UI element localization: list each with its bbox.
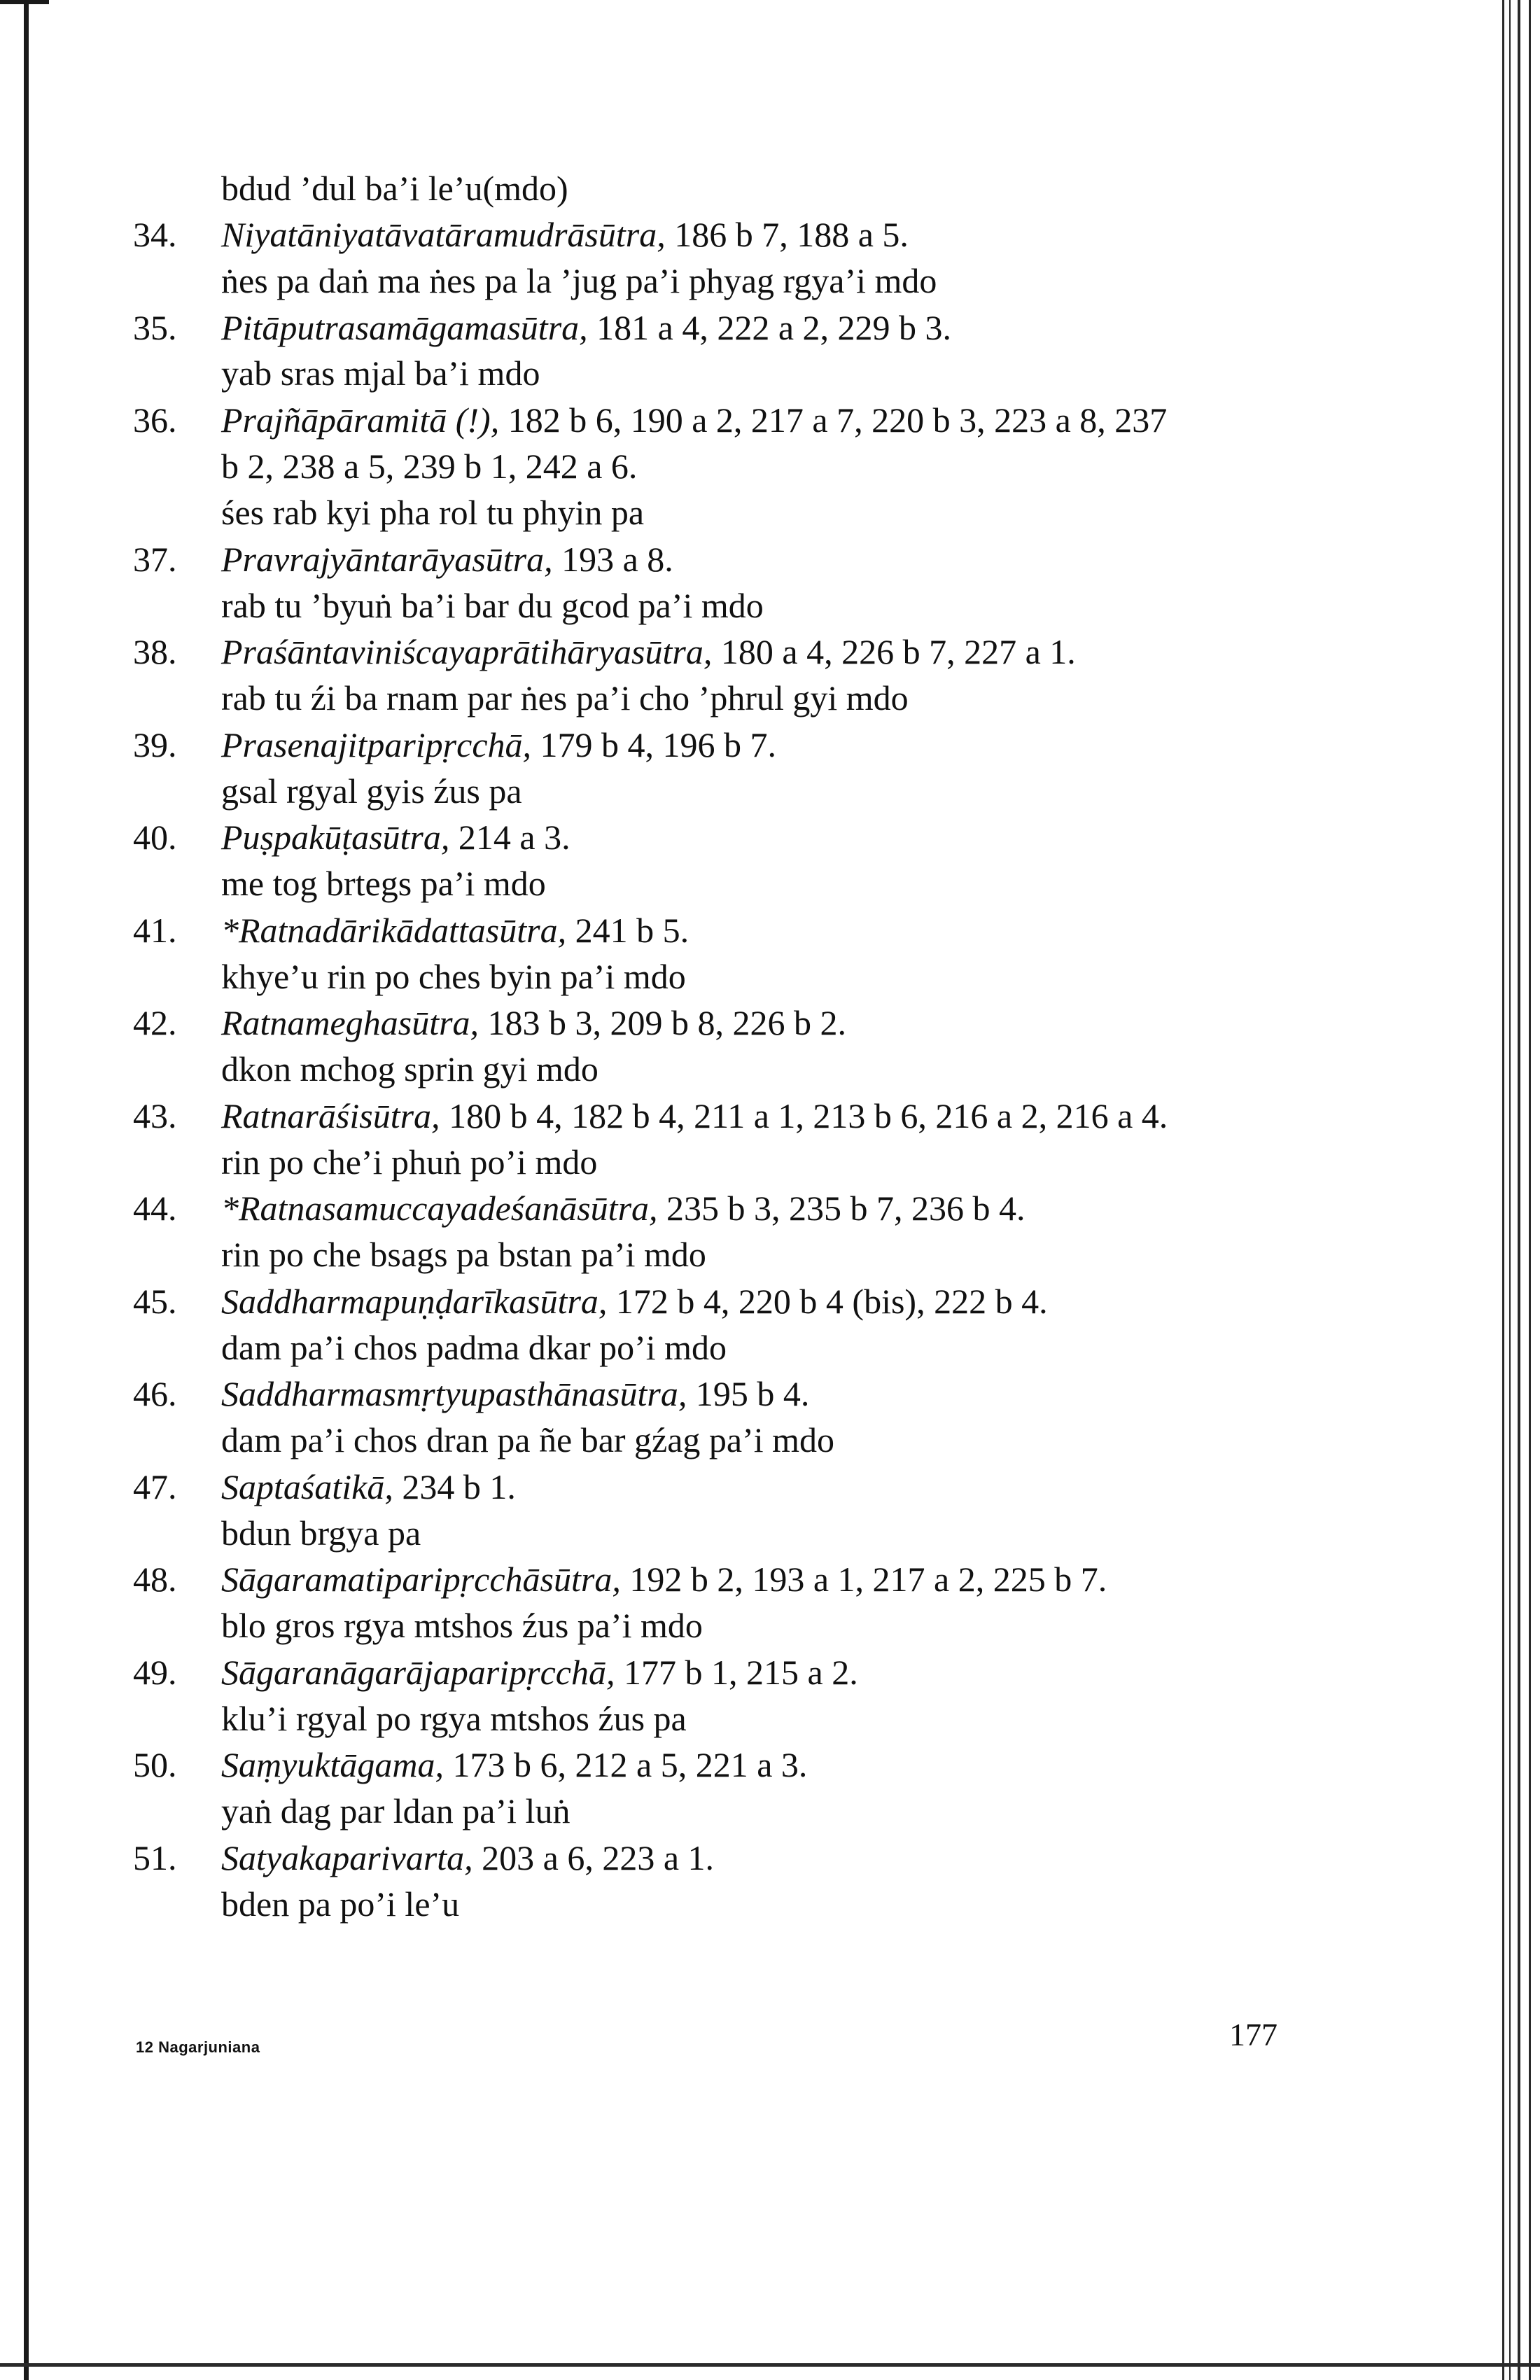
sanskrit-title: Saṃyuktāgama, bbox=[221, 1745, 444, 1784]
entry-36-tibetan-title: śes rab kyi pha rol tu phyin pa bbox=[221, 493, 645, 532]
entry-47-tibetan-title: bdun brgya pa bbox=[221, 1513, 421, 1553]
sanskrit-title: Satyakaparivarta, bbox=[221, 1838, 473, 1877]
entry-reference bbox=[221, 1191, 1026, 1226]
entry-number: 43. bbox=[133, 1096, 177, 1135]
entry-number: 36. bbox=[133, 400, 177, 440]
folio-references: 173 b 6, 212 a 5, 221 a 3. bbox=[444, 1745, 808, 1784]
sanskrit-title: Saddharmasmṛtyupasthānasūtra, bbox=[221, 1374, 687, 1413]
folio-references: 192 b 2, 193 a 1, 217 a 2, 225 b 7. bbox=[620, 1560, 1107, 1599]
folio-references: 234 b 1. bbox=[393, 1467, 516, 1506]
entry-number: 41. bbox=[133, 911, 177, 950]
folio-references: 172 b 4, 220 b 4 (bis), 222 b 4. bbox=[607, 1282, 1048, 1321]
entry-reference bbox=[221, 402, 1167, 438]
sanskrit-title: Pitāputrasamāgamasūtra, bbox=[221, 308, 588, 347]
sanskrit-title: Pravrajyāntarāyasūtra, bbox=[221, 540, 553, 579]
entry-44-tibetan-title: rin po che bsags pa bstan pa’i mdo bbox=[221, 1235, 706, 1274]
entry-number: 35. bbox=[133, 308, 177, 347]
entry-49-tibetan-title: klu’i rgyal po rgya mtshos źus pa bbox=[221, 1699, 687, 1738]
entry-reference bbox=[221, 542, 673, 577]
entry-number: 39. bbox=[133, 725, 177, 764]
sanskrit-title: *Ratnasamuccayadeśanāsūtra, bbox=[221, 1189, 658, 1228]
folio-references: 179 b 4, 196 b 7. bbox=[531, 725, 777, 764]
entry-51-tibetan-title: bden pa po’i le’u bbox=[221, 1884, 460, 1924]
sanskrit-title: Prasenajitparipṛcchā, bbox=[221, 725, 532, 764]
entry-number: 38. bbox=[133, 632, 177, 671]
sanskrit-title: Ratnameghasūtra, bbox=[221, 1003, 479, 1042]
entry-number: 34. bbox=[133, 215, 177, 254]
sanskrit-title: Ratnarāśisūtra, bbox=[221, 1096, 440, 1135]
sanskrit-title: Sāgaramatiparipṛcchāsūtra, bbox=[221, 1560, 621, 1599]
folio-references: 235 b 3, 235 b 7, 236 b 4. bbox=[657, 1189, 1026, 1228]
signature-mark: 12 Nagarjuniana bbox=[136, 2038, 260, 2056]
entry-34-tibetan-title: ṅes pa daṅ ma ṅes pa la ’jug pa’i phyag rgya’i mdo bbox=[221, 261, 937, 300]
entry-number: 40. bbox=[133, 818, 177, 857]
sanskrit-title: Praśāntaviniścayaprātihāryasūtra, bbox=[221, 632, 713, 671]
folio-references: 182 b 6, 190 a 2, 217 a 7, 220 b 3, 223 a 8, 237 bbox=[499, 400, 1168, 440]
entry-number: 48. bbox=[133, 1560, 177, 1599]
folio-references: 214 a 3. bbox=[449, 818, 570, 857]
entry-39-tibetan-title: gsal rgyal gyis źus pa bbox=[221, 771, 522, 811]
entry-reference bbox=[221, 820, 570, 855]
entry-50-tibetan-title: yaṅ dag par ldan pa’i luṅ bbox=[221, 1791, 570, 1830]
entry-37-tibetan-title: rab tu ’byuṅ ba’i bar du gcod pa’i mdo bbox=[221, 586, 764, 625]
entry-reference bbox=[221, 217, 909, 252]
sanskrit-title: Niyatāniyatāvatāramudrāsūtra, bbox=[221, 215, 666, 254]
entry-41-tibetan-title: khye’u rin po ches byin pa’i mdo bbox=[221, 957, 686, 996]
entry-36-references-continued: b 2, 238 a 5, 239 b 1, 242 a 6. bbox=[221, 447, 638, 486]
entry-reference bbox=[221, 913, 689, 948]
entry-35-tibetan-title: yab sras mjal ba’i mdo bbox=[221, 354, 540, 393]
sanskrit-title: Saddharmapuṇḍarīkasūtra, bbox=[221, 1282, 608, 1321]
entry-reference bbox=[221, 1747, 807, 1782]
entry-reference bbox=[221, 1655, 858, 1690]
entry-number: 50. bbox=[133, 1745, 177, 1784]
sanskrit-title: Prajñāpāramitā (!), bbox=[221, 400, 500, 440]
entry-number: 49. bbox=[133, 1653, 177, 1692]
folio-references: 177 b 1, 215 a 2. bbox=[615, 1653, 858, 1692]
folio-references: 180 b 4, 182 b 4, 211 a 1, 213 b 6, 216 a 2, 216 a 4. bbox=[440, 1096, 1168, 1135]
entry-number: 47. bbox=[133, 1467, 177, 1506]
folio-references: 195 b 4. bbox=[687, 1374, 810, 1413]
entry-40-tibetan-title: me tog brtegs pa’i mdo bbox=[221, 864, 546, 903]
entry-number: 51. bbox=[133, 1838, 177, 1877]
entry-48-tibetan-title: blo gros rgya mtshos źus pa’i mdo bbox=[221, 1606, 703, 1645]
sanskrit-title: Sāgaranāgarājaparipṛcchā, bbox=[221, 1653, 615, 1692]
folio-references: 203 a 6, 223 a 1. bbox=[472, 1838, 715, 1877]
entry-33-tibetan-title: bdud ’dul ba’i le’u(mdo) bbox=[221, 169, 568, 208]
entry-reference bbox=[221, 1284, 1048, 1319]
entry-reference bbox=[221, 1376, 809, 1411]
entry-number: 44. bbox=[133, 1189, 177, 1228]
entry-reference bbox=[221, 634, 1076, 669]
page-number: 177 bbox=[1229, 2017, 1278, 2052]
entry-45-tibetan-title: dam pa’i chos padma dkar po’i mdo bbox=[221, 1328, 727, 1367]
folio-references: 180 a 4, 226 b 7, 227 a 1. bbox=[712, 632, 1076, 671]
folio-references: 186 b 7, 188 a 5. bbox=[665, 215, 909, 254]
entry-number: 42. bbox=[133, 1003, 177, 1042]
entry-reference bbox=[221, 310, 951, 345]
entry-reference bbox=[221, 727, 776, 762]
entry-reference bbox=[221, 1005, 846, 1040]
entry-42-tibetan-title: dkon mchog sprin gyi mdo bbox=[221, 1049, 598, 1088]
entry-reference bbox=[221, 1562, 1107, 1597]
entry-reference bbox=[221, 1098, 1168, 1133]
sanskrit-title: *Ratnadārikādattasūtra, bbox=[221, 911, 567, 950]
entry-reference bbox=[221, 1840, 714, 1875]
folio-references: 241 b 5. bbox=[566, 911, 690, 950]
sanskrit-title: Saptaśatikā, bbox=[221, 1467, 393, 1506]
entry-number: 37. bbox=[133, 540, 177, 579]
folio-references: 181 a 4, 222 a 2, 229 b 3. bbox=[587, 308, 952, 347]
entry-43-tibetan-title: rin po che’i phuṅ po’i mdo bbox=[221, 1142, 598, 1182]
entry-reference bbox=[221, 1469, 516, 1504]
entry-46-tibetan-title: dam pa’i chos dran pa ñe bar gźag pa’i mdo bbox=[221, 1420, 835, 1460]
sanskrit-title: Puṣpakūṭasūtra, bbox=[221, 818, 450, 857]
entry-number: 46. bbox=[133, 1374, 177, 1413]
folio-references: 183 b 3, 209 b 8, 226 b 2. bbox=[479, 1003, 847, 1042]
folio-references: 193 a 8. bbox=[552, 540, 673, 579]
entry-38-tibetan-title: rab tu źi ba rnam par ṅes pa’i cho ’phrul gyi mdo bbox=[221, 678, 909, 718]
entry-number: 45. bbox=[133, 1282, 177, 1321]
